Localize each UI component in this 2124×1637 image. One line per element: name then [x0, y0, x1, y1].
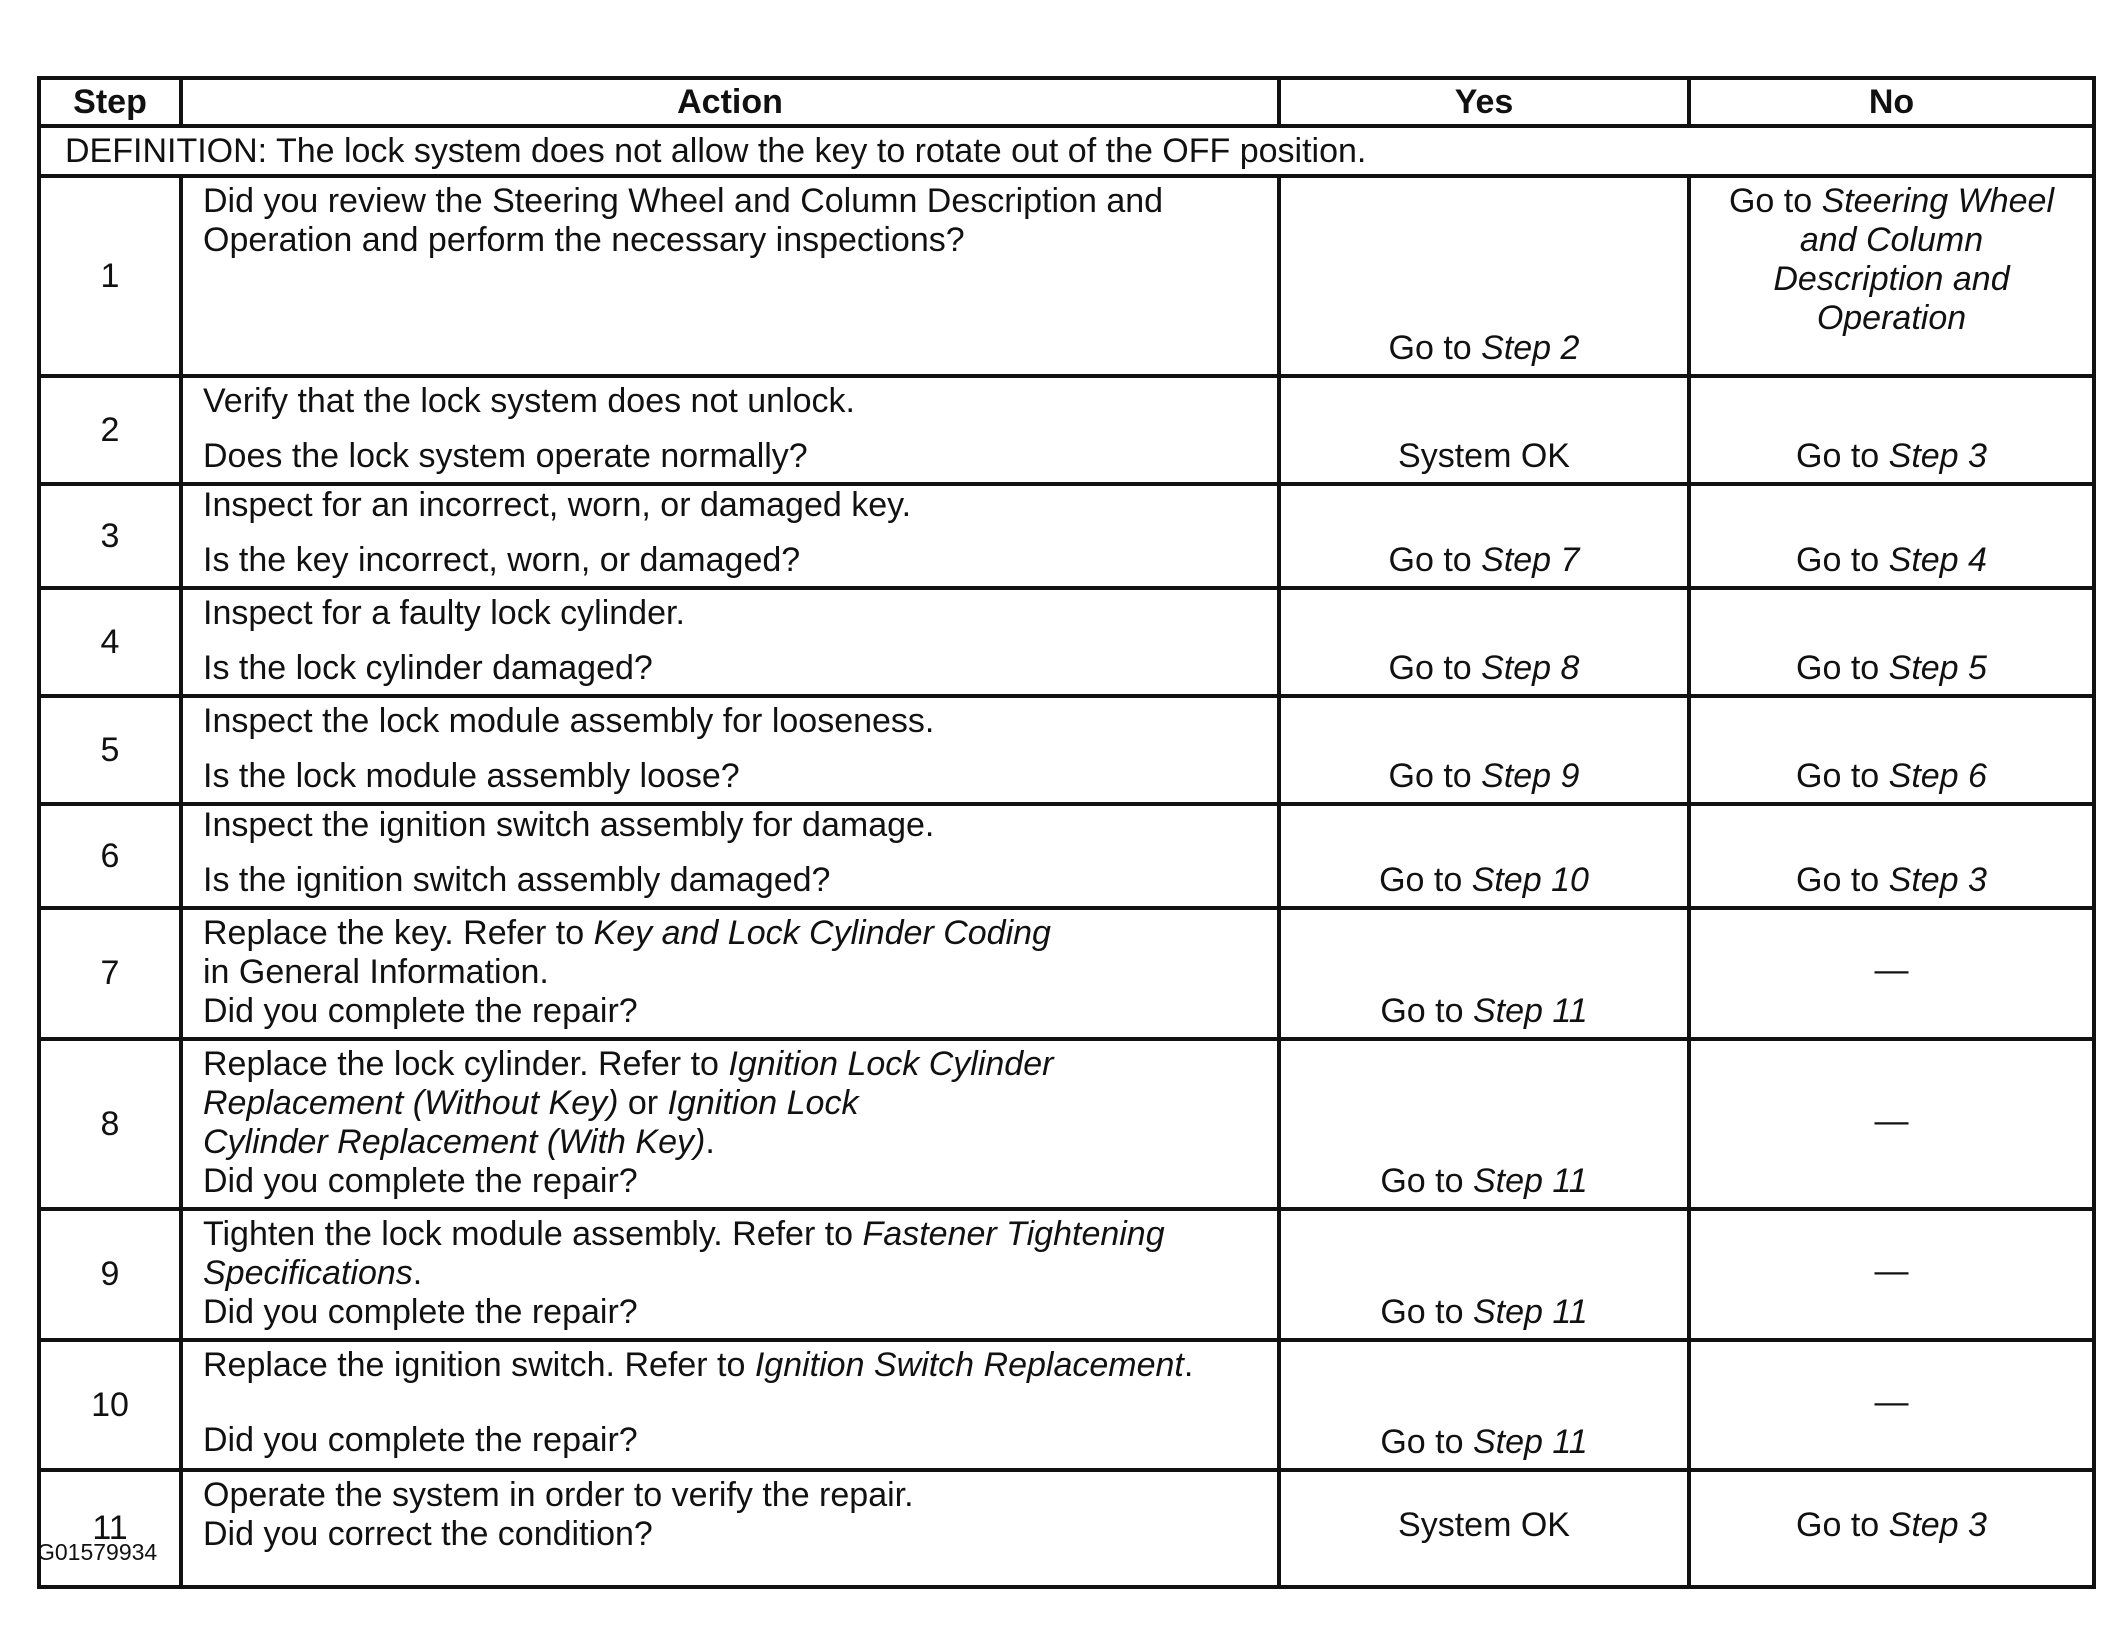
- table-row: [39, 1340, 2094, 1470]
- reference-text: Description and: [1773, 260, 2010, 298]
- step-number: 1: [39, 176, 181, 376]
- action-text: [181, 1209, 1279, 1340]
- image-code: G01579934: [37, 1539, 158, 1565]
- reference-text: and Column: [1799, 221, 1984, 259]
- step-reference: Step 9: [1481, 757, 1580, 795]
- reference-text: Steering Wheel: [1821, 182, 2055, 220]
- step-reference: Step 3: [1888, 861, 1987, 899]
- step-number: 4: [39, 588, 181, 696]
- action-text: [181, 804, 1279, 908]
- reference-text: Operation: [1816, 299, 1967, 337]
- step-reference: Step 8: [1481, 649, 1580, 687]
- table-row: [39, 588, 2094, 696]
- yes-result: Go to Step 8: [1279, 588, 1689, 696]
- action-line: Cylinder Replacement (With Key).: [203, 1123, 715, 1161]
- table-row: [39, 1470, 2094, 1587]
- no-result: Go to Step 6: [1689, 696, 2094, 804]
- yes-result: Go to Step 10: [1279, 804, 1689, 908]
- action-line: Operation and perform the necessary inspections?: [203, 221, 965, 259]
- step-number: 10: [39, 1340, 181, 1470]
- action-line: Inspect for an incorrect, worn, or damaged key.: [203, 486, 912, 524]
- action-text: [181, 176, 1279, 376]
- action-text: [181, 376, 1279, 484]
- table-row: [39, 376, 2094, 484]
- action-line: Did you review the Steering Wheel and Column Description and: [203, 182, 1164, 220]
- action-line: Operate the system in order to verify the repair.: [203, 1476, 914, 1514]
- step-number: 9: [39, 1209, 181, 1340]
- no-result: Go to Step 3: [1689, 804, 2094, 908]
- action-text: [181, 908, 1279, 1039]
- action-line: Replace the lock cylinder. Refer to Ignition Lock Cylinder: [203, 1045, 1054, 1083]
- header-yes: Yes: [1279, 78, 1689, 126]
- yes-result: Go to Step 11: [1279, 1039, 1689, 1209]
- no-result: Go to Step 5: [1689, 588, 2094, 696]
- action-line: Replace the key. Refer to Key and Lock Cylinder Coding: [203, 914, 1051, 952]
- step-reference: Step 10: [1471, 861, 1589, 899]
- reference-text: Ignition Lock Cylinder: [728, 1045, 1054, 1083]
- action-text: [181, 696, 1279, 804]
- action-text: [181, 484, 1279, 588]
- step-reference: Step 11: [1472, 1293, 1588, 1331]
- action-line: Inspect the lock module assembly for looseness.: [203, 702, 935, 740]
- no-result: —: [1689, 1209, 2094, 1340]
- action-line: Did you complete the repair?: [203, 1162, 638, 1200]
- step-reference: Step 4: [1888, 541, 1987, 579]
- reference-text: Fastener Tightening: [862, 1215, 1165, 1253]
- reference-text: Ignition Switch Replacement: [754, 1346, 1184, 1384]
- table-row: [39, 804, 2094, 908]
- action-text: [181, 1470, 1279, 1587]
- action-line: Did you correct the condition?: [203, 1515, 653, 1553]
- header-no: No: [1689, 78, 2094, 126]
- step-number: 11: [39, 1470, 181, 1587]
- yes-result: Go to Step 11: [1279, 1340, 1689, 1470]
- table-row: [39, 176, 2094, 376]
- definition-text: DEFINITION: The lock system does not allow the key to rotate out of the OFF position.: [39, 126, 2094, 176]
- yes-result: Go to Step 7: [1279, 484, 1689, 588]
- action-line: Did you complete the repair?: [203, 1293, 638, 1331]
- action-line: Is the lock cylinder damaged?: [203, 649, 653, 687]
- step-reference: Step 6: [1888, 757, 1987, 795]
- yes-result: Go to Step 11: [1279, 1209, 1689, 1340]
- step-number: 5: [39, 696, 181, 804]
- step-reference: Step 2: [1481, 329, 1580, 367]
- step-reference: Step 5: [1888, 649, 1987, 687]
- table-row: [39, 908, 2094, 1039]
- action-line: Replacement (Without Key) or Ignition Lock: [203, 1084, 859, 1122]
- step-reference: Step 3: [1888, 1506, 1987, 1544]
- reference-text: Specifications: [203, 1254, 413, 1292]
- action-line: in General Information.: [203, 953, 549, 991]
- action-line: Inspect for a faulty lock cylinder.: [203, 594, 685, 632]
- no-result: Go to Step 4: [1689, 484, 2094, 588]
- step-reference: Step 11: [1472, 1162, 1588, 1200]
- no-result: —: [1689, 908, 2094, 1039]
- step-number: 8: [39, 1039, 181, 1209]
- yes-result: Go to Step 9: [1279, 696, 1689, 804]
- step-number: 6: [39, 804, 181, 908]
- table-row: [39, 1039, 2094, 1209]
- yes-result: System OK: [1279, 376, 1689, 484]
- diagnostic-table: [37, 76, 2096, 1589]
- no-result: Go to Steering Wheel and Column Description and Operation: [1689, 176, 2094, 376]
- no-result: —: [1689, 1039, 2094, 1209]
- step-reference: Step 11: [1472, 992, 1588, 1030]
- reference-text: Cylinder Replacement (With Key): [203, 1123, 706, 1161]
- action-line: Verify that the lock system does not unlock.: [203, 382, 855, 420]
- no-result: Go to Step 3: [1689, 376, 2094, 484]
- reference-text: Key and Lock Cylinder Coding: [593, 914, 1051, 952]
- action-line: Did you complete the repair?: [203, 992, 638, 1030]
- header-row: [39, 78, 2094, 126]
- step-number: 7: [39, 908, 181, 1039]
- yes-result: Go to Step 11: [1279, 908, 1689, 1039]
- table-row: [39, 696, 2094, 804]
- step-reference: Step 11: [1472, 1423, 1588, 1461]
- action-line: Tighten the lock module assembly. Refer to Fastener Tightening: [203, 1215, 1165, 1253]
- action-line: Did you complete the repair?: [203, 1421, 638, 1459]
- action-line: Is the ignition switch assembly damaged?: [203, 861, 831, 899]
- header-step: Step: [39, 78, 181, 126]
- action-line: Replace the ignition switch. Refer to Ignition Switch Replacement.: [203, 1346, 1194, 1384]
- action-line: Inspect the ignition switch assembly for damage.: [203, 806, 935, 844]
- reference-text: Replacement (Without Key): [203, 1084, 619, 1122]
- action-line: Is the key incorrect, worn, or damaged?: [203, 541, 801, 579]
- header-action: Action: [181, 78, 1279, 126]
- action-text: [181, 1340, 1279, 1470]
- action-line: Does the lock system operate normally?: [203, 437, 808, 475]
- step-reference: Step 3: [1888, 437, 1987, 475]
- no-result: —: [1689, 1340, 2094, 1470]
- definition-row: [39, 126, 2094, 176]
- yes-result: Go to Step 2: [1279, 176, 1689, 376]
- table-row: [39, 484, 2094, 588]
- step-number: 2: [39, 376, 181, 484]
- action-text: [181, 1039, 1279, 1209]
- reference-text: Ignition Lock: [667, 1084, 859, 1122]
- yes-result: System OK: [1279, 1470, 1689, 1587]
- no-result: Go to Step 3: [1689, 1470, 2094, 1587]
- step-reference: Step 7: [1481, 541, 1580, 579]
- step-number: 3: [39, 484, 181, 588]
- table-row: [39, 1209, 2094, 1340]
- action-text: [181, 588, 1279, 696]
- action-line: Is the lock module assembly loose?: [203, 757, 740, 795]
- action-line: Specifications.: [203, 1254, 423, 1292]
